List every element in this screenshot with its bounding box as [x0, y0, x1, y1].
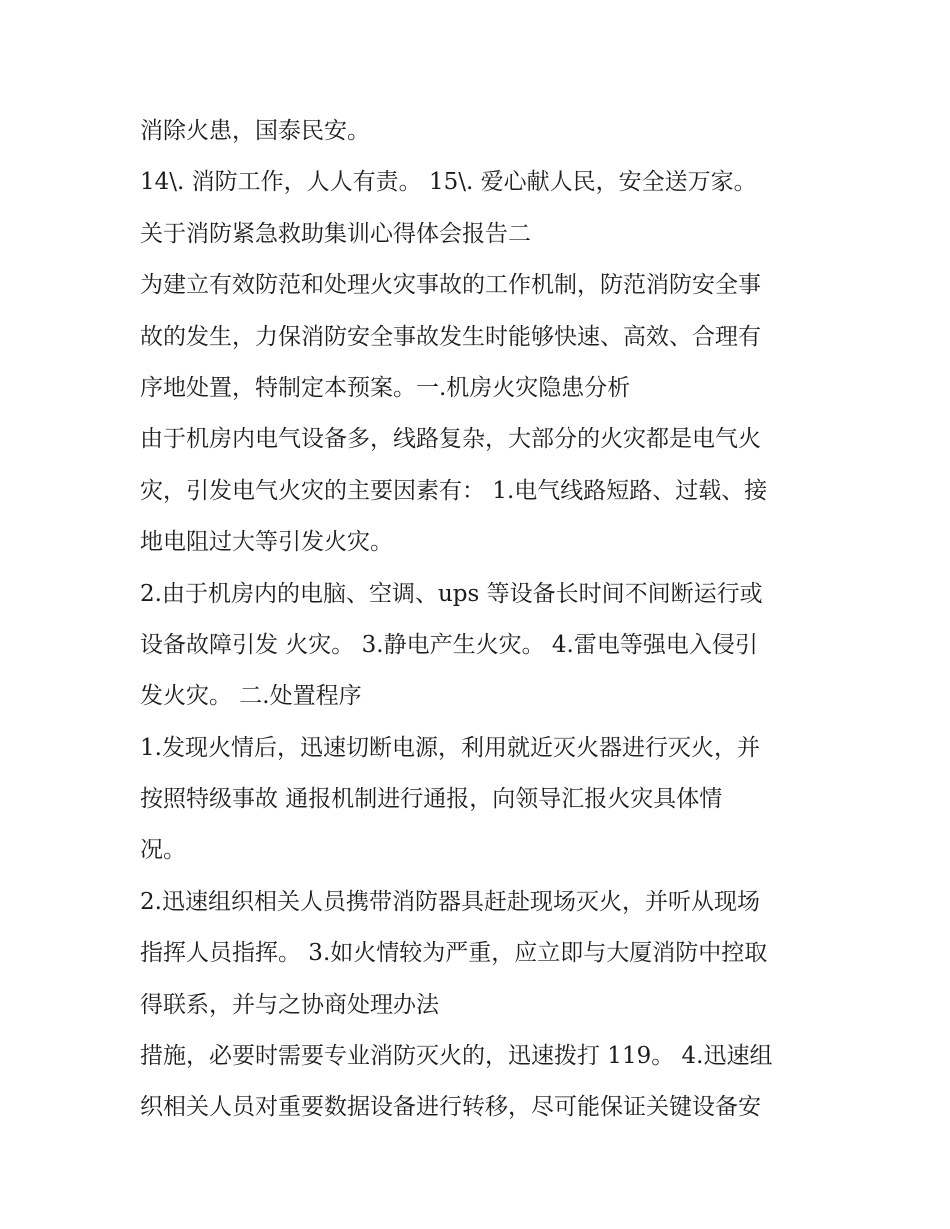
text-line: 设备故障引发 火灾。 3.静电产生火灾。 4.雷电等强电入侵引 [140, 631, 758, 658]
text-line: 指挥人员指挥。 3.如火情较为严重，应立即与大厦消防中控取 [140, 940, 768, 967]
text-line: 2.由于机房内的电脑、空调、ups 等设备长时间不间断运行或 [140, 580, 763, 607]
text-line: 得联系，并与之协商处理办法 [140, 991, 439, 1018]
text-line: 由于机房内电气设备多，线路复杂，大部分的火灾都是电气火 [140, 426, 761, 453]
text-line: 1.发现火情后，迅速切断电源，利用就近灭火器进行灭火，并 [140, 734, 760, 761]
text-line: 为建立有效防范和处理火灾事故的工作机制，防范消防安全事 [140, 272, 761, 299]
text-line: 发火灾。 二.处置程序 [140, 683, 362, 710]
text-line: 织相关人员对重要数据设备进行转移，尽可能保证关键设备安 [140, 1094, 761, 1121]
text-line: 序地处置，特制定本预案。一.机房火灾隐患分析 [140, 374, 631, 401]
text-line: 按照特级事故 通报机制进行通报，向领导汇报火灾具体情 [140, 786, 723, 813]
section-heading: 关于消防紧急救助集训心得体会报告二 [140, 220, 531, 247]
text-line: 2.迅速组织相关人员携带消防器具赶赴现场灭火，并听从现场 [140, 888, 760, 915]
text-line: 灾，引发电气火灾的主要因素有： 1.电气线路短路、过载、接 [140, 477, 768, 504]
text-line: 况。 [140, 837, 186, 864]
text-line: 措施，必要时需要专业消防灭火的，迅速拨打 119。 4.迅速组 [140, 1043, 773, 1070]
text-line: 消除火患，国泰民安。 [140, 118, 370, 144]
text-line: 14\. 消防工作，人人有责。 15\. 爱心献人民，安全送万家。 [140, 169, 757, 196]
document-body [140, 106, 840, 1134]
text-line: 故的发生，力保消防安全事故发生时能够快速、高效、合理有 [140, 323, 761, 350]
text-line: 地电阻过大等引发火灾。 [140, 529, 393, 556]
